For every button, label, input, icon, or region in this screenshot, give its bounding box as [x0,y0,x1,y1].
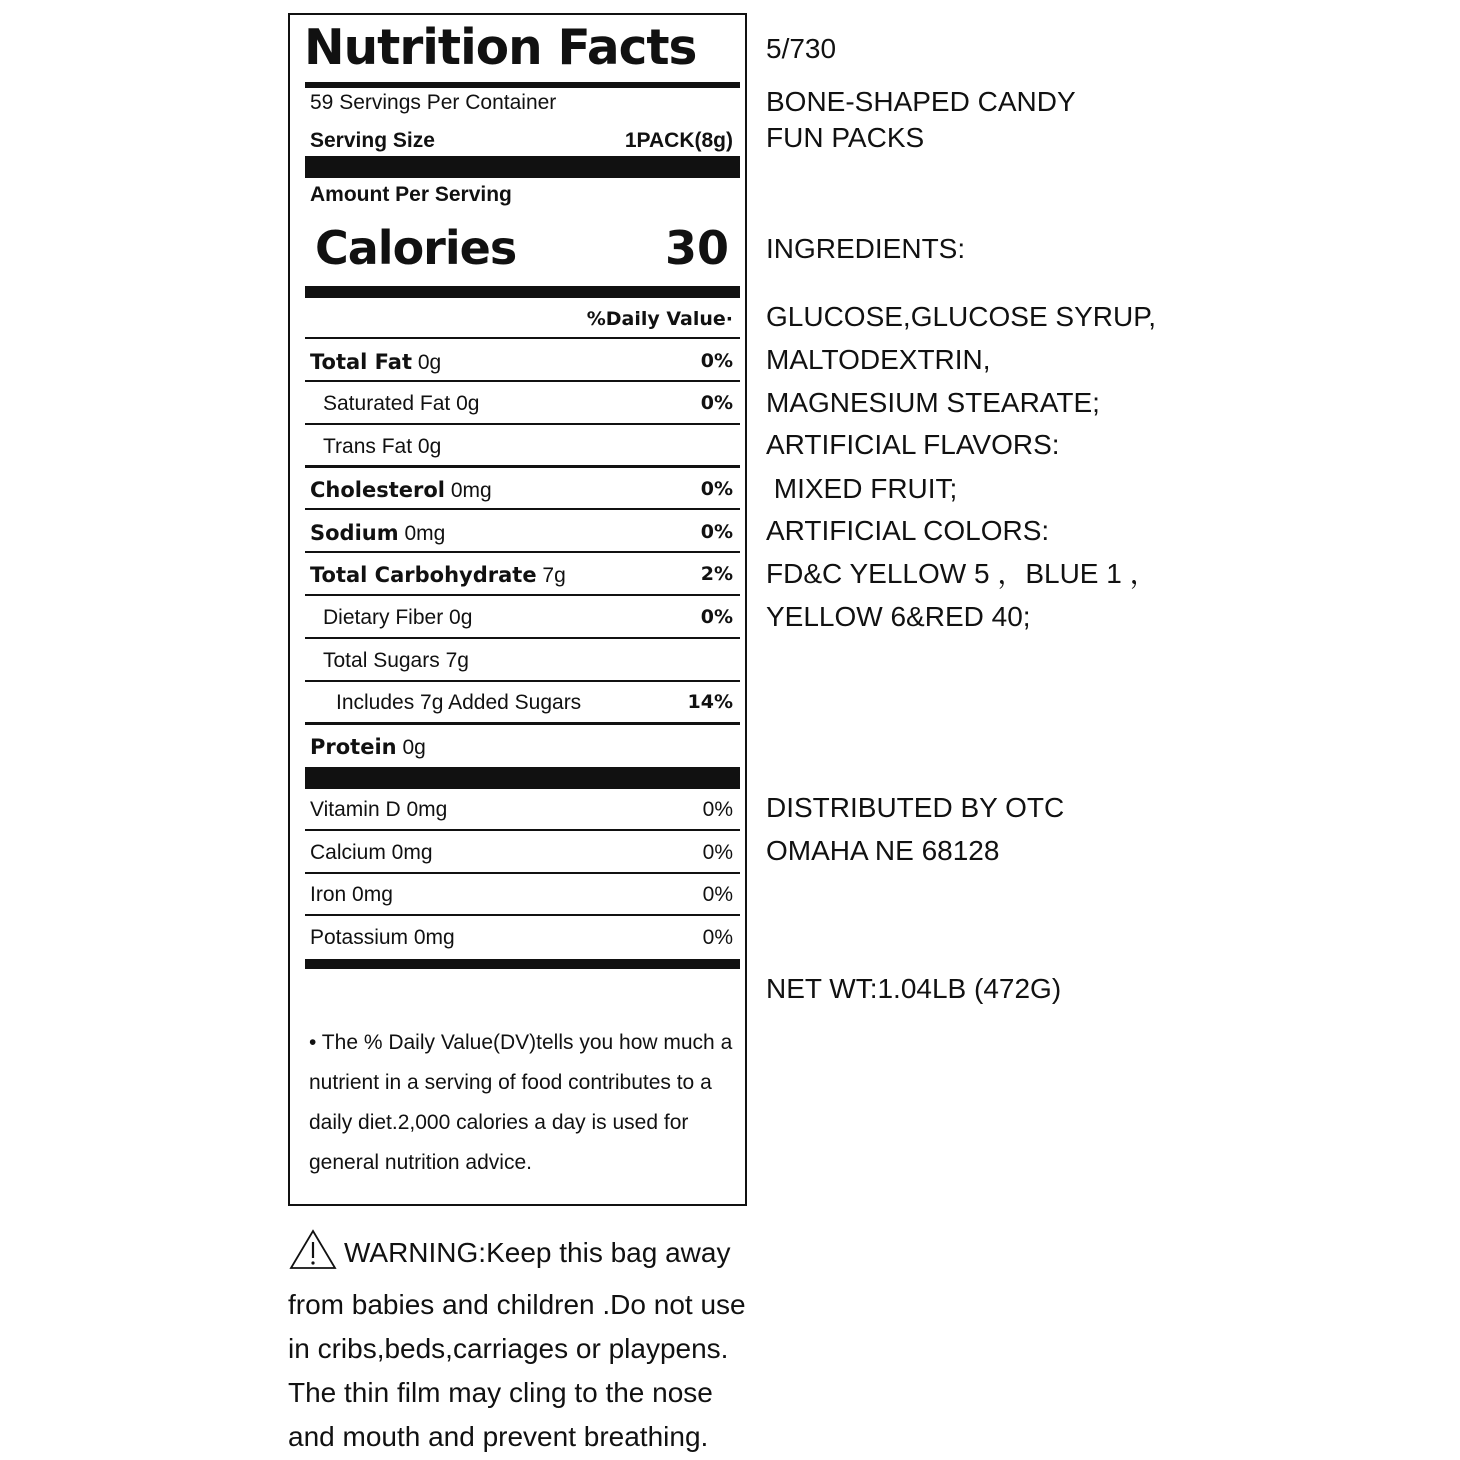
vitamin-dv: 0% [702,883,733,906]
distributor-line1: DISTRIBUTED BY OTC [766,792,1065,823]
nutrient-row-total-fat: Total Fat 0g [310,350,442,374]
nutrient-dv: 0% [700,392,733,414]
nutrient-dv: 0% [700,606,733,628]
nutrient-dv: 0% [700,521,733,543]
divider [305,829,740,831]
vitamin-row-iron: Iron 0mg [310,883,393,906]
nutrient-row-cholesterol: Cholesterol 0mg [310,478,492,502]
divider [305,465,740,468]
nutrition-facts-title: Nutrition Facts [304,19,697,76]
nutrient-dv: 0% [700,478,733,500]
divider [305,914,740,916]
nutrition-facts-panel [288,13,747,1206]
vitamin-dv: 0% [702,798,733,821]
thick-divider [305,82,740,88]
ingredient-line: MALTODEXTRIN, [766,344,991,375]
ingredient-line: GLUCOSE,GLUCOSE SYRUP, [766,301,1157,332]
divider [305,380,740,382]
divider [305,680,740,682]
vitamin-row-vitamin-d: Vitamin D 0mg [310,798,448,821]
daily-value-header: %Daily Value· [586,308,733,330]
divider [305,872,740,874]
vitamin-dv: 0% [702,841,733,864]
ingredient-line: MIXED FRUIT; [766,473,958,504]
divider [305,337,740,339]
nutrient-row-protein: Protein 0g [310,735,426,759]
divider [305,637,740,639]
nutrient-row-total-sugars: Total Sugars 7g [323,649,469,672]
nutrient-row-sodium: Sodium 0mg [310,521,446,545]
nutrient-dv: 14% [687,691,733,713]
warning-triangle-icon [288,1228,338,1283]
warning-label: WARNING: [344,1237,487,1268]
vitamin-row-potassium: Potassium 0mg [310,926,455,949]
daily-value-footnote: • The % Daily Value(DV)tells you how much a nutrient in a serving of food contributes to a daily diet.2,000 calories a day is used for general nutrition advice. [309,1031,733,1174]
servings-per-container: 59 Servings Per Container [310,91,557,114]
warning-text-block [288,1228,758,1459]
product-name-line2: FUN PACKS [766,122,925,153]
nutrient-dv: 0% [700,350,733,372]
vitamin-dv: 0% [702,926,733,949]
warning-message: Keep this bag away from babies and children .Do not use in cribs,beds,carriages or playpens. The thin film may cling to the nose and mouth and prevent breathing. [288,1237,746,1452]
divider [305,551,740,553]
ingredients-label: INGREDIENTS: [766,233,966,264]
ingredient-line: FD&C YELLOW 5 ，BLUE 1 ， [766,558,1158,589]
thick-divider [305,286,740,298]
calories-label: Calories [315,221,517,275]
distributor-line2: OMAHA NE 68128 [766,835,1000,866]
serving-size-value: 1PACK(8g) [624,129,733,152]
nutrient-row-saturated-fat: Saturated Fat 0g [323,392,480,415]
nutrient-row-total-carbohydrate: Total Carbohydrate 7g [310,563,566,587]
divider [305,423,740,425]
divider [305,594,740,596]
nutrient-row-dietary-fiber: Dietary Fiber 0g [323,606,473,629]
ingredient-line: ARTIFICIAL COLORS: [766,515,1050,546]
thick-divider [305,156,740,178]
nutrient-row-trans-fat: Trans Fat 0g [323,435,442,458]
product-code: 5/730 [766,33,837,64]
product-name-line1: BONE-SHAPED CANDY [766,86,1076,117]
ingredient-line: ARTIFICIAL FLAVORS: [766,429,1060,460]
thick-divider [305,767,740,789]
serving-size-label: Serving Size [310,129,435,152]
divider [305,508,740,510]
thick-divider [305,959,740,969]
ingredient-line: MAGNESIUM STEARATE; [766,387,1100,418]
nutrient-dv: 2% [700,563,733,585]
nutrient-row-added-sugars: Includes 7g Added Sugars [336,691,582,714]
net-weight: NET WT:1.04LB (472G) [766,973,1062,1004]
divider [305,722,740,725]
amount-per-serving: Amount Per Serving [310,183,512,206]
calories-value: 30 [664,221,729,275]
ingredient-line: YELLOW 6&RED 40; [766,601,1031,632]
vitamin-row-calcium: Calcium 0mg [310,841,433,864]
